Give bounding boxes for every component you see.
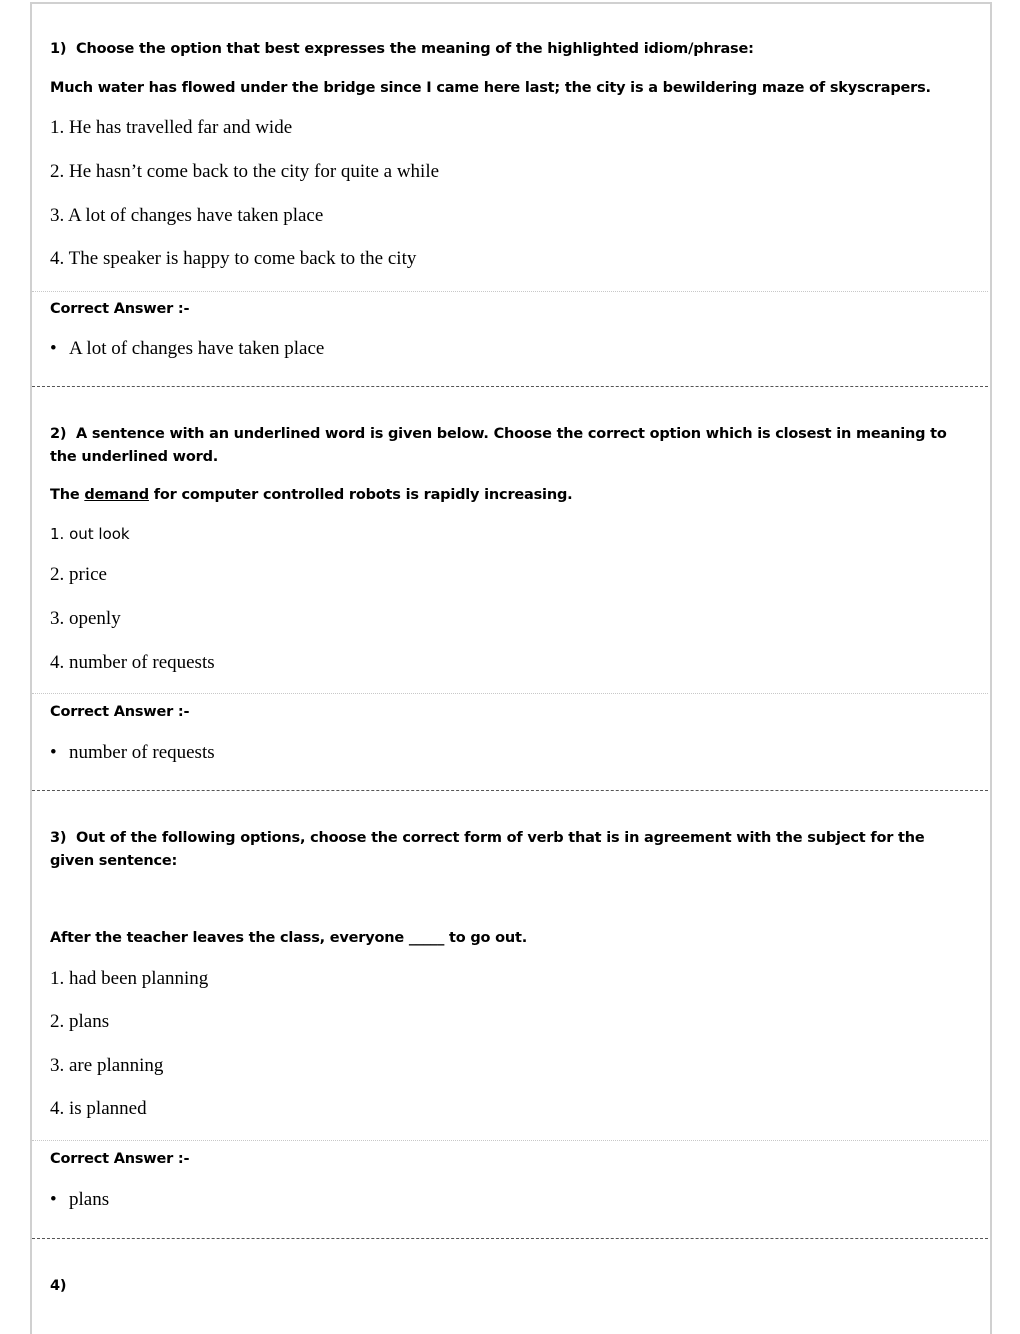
underlined-word: demand [84, 487, 149, 503]
correct-answer-label: Correct Answer :- [50, 301, 190, 317]
question-1-option-3: 3. A lot of changes have taken place [50, 205, 324, 226]
question-2-option-2: 2. price [50, 564, 107, 585]
bullet-icon: • [50, 742, 57, 763]
question-3-option-4: 4. is planned [50, 1098, 147, 1119]
divider [32, 291, 988, 292]
question-1-option-4: 4. The speaker is happy to come back to the city [50, 248, 417, 269]
question-3-option-2: 2. plans [50, 1011, 110, 1032]
question-2-answer: • number of requests [50, 742, 215, 763]
bullet-icon: • [50, 1189, 57, 1210]
divider [32, 693, 988, 694]
question-3-answer: • plans [50, 1189, 110, 1210]
question-1-prompt: 1) Choose the option that best expresses the meaning of the highlighted idiom/phrase: [50, 41, 754, 57]
divider [32, 1140, 988, 1141]
question-1-option-1: 1. He has travelled far and wide [50, 117, 293, 138]
correct-answer-label: Correct Answer :- [50, 704, 190, 720]
question-1-sentence: Much water has flowed under the bridge since I came here last; the city is a bewildering maze of skyscrapers. [50, 80, 931, 96]
question-3-option-3: 3. are planning [50, 1055, 164, 1076]
correct-answer-label: Correct Answer :- [50, 1151, 190, 1167]
question-separator [32, 790, 988, 791]
question-3-sentence: After the teacher leaves the class, everyone _____ to go out. [50, 930, 528, 946]
question-separator [32, 1238, 988, 1239]
question-2-prompt: 2) A sentence with an underlined word is given below. Choose the correct option which is closest in meaning to the underlined word. [50, 426, 947, 465]
question-1-answer: • A lot of changes have taken place [50, 338, 325, 359]
question-2-option-3: 3. openly [50, 608, 121, 629]
question-3-prompt: 3) Out of the following options, choose the correct form of verb that is in agreement with the subject for the given sentence: [50, 830, 925, 869]
question-3-option-1: 1. had been planning [50, 968, 209, 989]
question-2-option-4: 4. number of requests [50, 652, 215, 673]
question-4-number: 4) [50, 1278, 67, 1294]
bullet-icon: • [50, 338, 57, 359]
question-1-option-2: 2. He hasn’t come back to the city for quite a while [50, 161, 440, 182]
question-separator [32, 386, 988, 387]
question-2-option-1: 1. out look [50, 525, 130, 543]
question-2-sentence: The demand for computer controlled robots is rapidly increasing. [50, 487, 573, 503]
